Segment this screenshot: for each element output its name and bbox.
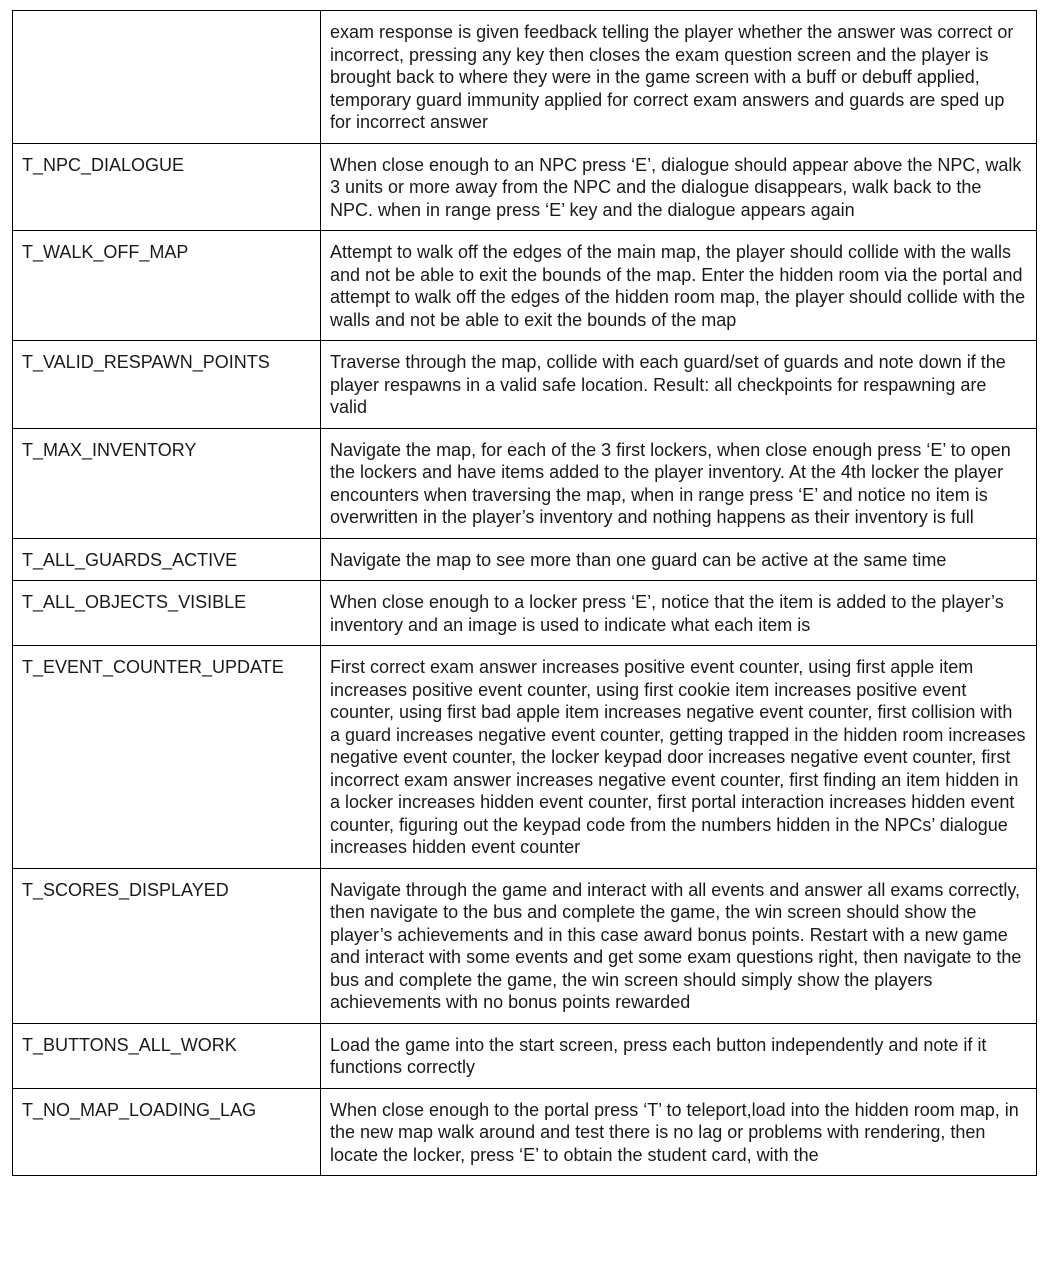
test-id-cell: T_NO_MAP_LOADING_LAG — [13, 1088, 321, 1176]
table-row — [13, 143, 1037, 231]
test-description-cell: When close enough to a locker press ‘E’, notice that the item is added to the player’s inventory and an image is used to indicate what each item is — [321, 581, 1037, 646]
test-id-cell: T_SCORES_DISPLAYED — [13, 868, 321, 1023]
test-id-cell: T_BUTTONS_ALL_WORK — [13, 1023, 321, 1088]
test-description-cell: exam response is given feedback telling the player whether the answer was correct or incorrect, pressing any key then closes the exam question screen and the player is brought back to where they were in the game screen with a buff or debuff applied, temporary guard immunity applied for correct exam answers and guards are sped up for incorrect answer — [321, 11, 1037, 144]
test-description-cell: Navigate the map, for each of the 3 first lockers, when close enough press ‘E’ to open the lockers and have items added to the player inventory. At the 4th locker the player encounters when traversing the map, when in range press ‘E’ and notice no item is overwritten in the player’s inventory and nothing happens as their inventory is full — [321, 428, 1037, 538]
test-description-cell: Attempt to walk off the edges of the main map, the player should collide with the walls and not be able to exit the bounds of the map. Enter the hidden room via the portal and attempt to walk off the edges of the hidden room map, the player should collide with the walls and not be able to exit the bounds of the map — [321, 231, 1037, 341]
test-cases-table — [12, 10, 1037, 1176]
test-description-cell: First correct exam answer increases positive event counter, using first apple item increases positive event counter, using first cookie item increases positive event counter, using first bad apple item increases negative event counter, first collision with a guard increases negative event counter, getting trapped in the hidden room increases negative event counter, the locker keypad door increases negative event counter, first incorrect exam answer increases negative event counter, first finding an item hidden in a locker increases hidden event counter, first portal interaction increases hidden event counter, figuring out the keypad code from the numbers hidden in the NPCs’ dialogue increases hidden event counter — [321, 646, 1037, 869]
test-description-cell: Load the game into the start screen, press each button independently and note if it functions correctly — [321, 1023, 1037, 1088]
table-row — [13, 538, 1037, 581]
table-row — [13, 868, 1037, 1023]
table-row — [13, 11, 1037, 144]
test-description-cell: Navigate the map to see more than one guard can be active at the same time — [321, 538, 1037, 581]
table-row — [13, 341, 1037, 429]
test-id-cell: T_WALK_OFF_MAP — [13, 231, 321, 341]
table-row — [13, 428, 1037, 538]
test-description-cell: When close enough to an NPC press ‘E’, dialogue should appear above the NPC, walk 3 units or more away from the NPC and the dialogue disappears, walk back to the NPC. when in range press ‘E’ key and the dialogue appears again — [321, 143, 1037, 231]
table-row — [13, 581, 1037, 646]
table-row — [13, 231, 1037, 341]
test-id-cell: T_ALL_OBJECTS_VISIBLE — [13, 581, 321, 646]
test-id-cell: T_MAX_INVENTORY — [13, 428, 321, 538]
test-id-cell: T_NPC_DIALOGUE — [13, 143, 321, 231]
test-description-cell: When close enough to the portal press ‘T’ to teleport,load into the hidden room map, in the new map walk around and test there is no lag or problems with rendering, then locate the locker, press ‘E’ to obtain the student card, with the — [321, 1088, 1037, 1176]
table-row — [13, 1023, 1037, 1088]
test-id-cell — [13, 11, 321, 144]
table-row — [13, 646, 1037, 869]
test-id-cell: T_EVENT_COUNTER_UPDATE — [13, 646, 321, 869]
table-body — [13, 11, 1037, 1176]
test-id-cell: T_VALID_RESPAWN_POINTS — [13, 341, 321, 429]
test-description-cell: Navigate through the game and interact with all events and answer all exams correctly, then navigate to the bus and complete the game, the win screen should show the player’s achievements and in this case award bonus points. Restart with a new game and interact with some events and get some exam questions right, then navigate to the bus and complete the game, the win screen should simply show the players achievements with no bonus points rewarded — [321, 868, 1037, 1023]
table-row — [13, 1088, 1037, 1176]
test-description-cell: Traverse through the map, collide with each guard/set of guards and note down if the player respawns in a valid safe location. Result: all checkpoints for respawning are valid — [321, 341, 1037, 429]
test-id-cell: T_ALL_GUARDS_ACTIVE — [13, 538, 321, 581]
